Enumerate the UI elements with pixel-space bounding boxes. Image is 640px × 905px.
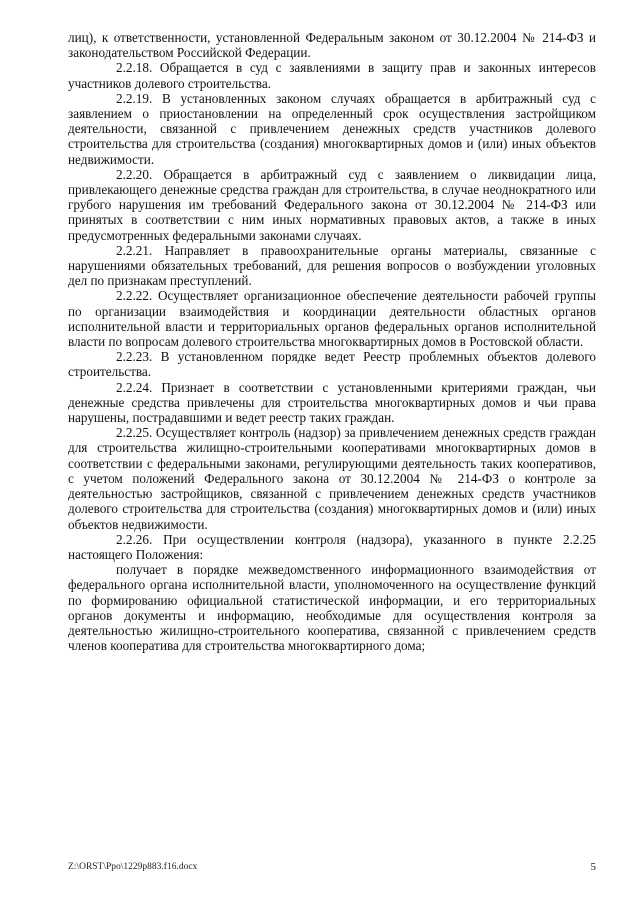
paragraph-2-2-21: 2.2.21. Направляет в правоохранительные органы материалы, связанные с нарушениями обязательных требований, для решения вопросов о возбуждении уголовных дел по признакам преступлений. [68, 242, 596, 289]
footer-file-path: Z:\ORST\Ppo\1229p883.f16.docx [68, 862, 198, 872]
paragraph-2-2-20: 2.2.20. Обращается в арбитражный суд с заявлением о ликвидации лица, привлекающего денежные средства граждан для строительства, в случае неоднократного или грубого нарушения им требований Федерального закона от 30.12.2004 № 214-ФЗ или принятых в соответствии с ним иных нормативных правовых актов, а также в иных предусмотренных федеральными законами случаях. [68, 166, 596, 243]
document-body [68, 30, 596, 653]
page-number: 5 [590, 861, 596, 873]
paragraph-2-2-18: 2.2.18. Обращается в суд с заявлениями в защиту прав и законных интересов участников долевого строительства. [68, 60, 596, 91]
paragraph-2-2-26: 2.2.26. При осуществлении контроля (надзора), указанного в пункте 2.2.25 настоящего Положения: [68, 531, 596, 562]
paragraph-2-2-22: 2.2.22. Осуществляет организационное обеспечение деятельности рабочей группы по организации взаимодействия и координации деятельности областных органов исполнительной власти и территориальных органов федеральных органов исполнительной власти по вопросам долевого строительства многоквартирных домов в Ростовской области. [68, 288, 596, 350]
paragraph-2-2-19: 2.2.19. В установленных законом случаях обращается в арбитражный суд с заявлением о приостановлении на определенный срок осуществления застройщиком деятельности, связанной с привлечением денежных средств участников долевого строительства для строительства (создания) многоквартирных домов и (или) иных объектов недвижимости. [68, 90, 596, 167]
paragraph-2-2-26-item: получает в порядке межведомственного информационного взаимодействия от федерального органа исполнительной власти, уполномоченного на осуществление функций по формированию официальной статистической информации, и его территориальных органов документы и информацию, необходимые для осуществления контроля за деятельностью жилищно-строительного кооператива, связанной с привлечением средств членов кооператива для строительства многоквартирного дома; [68, 562, 596, 654]
paragraph-2-2-23: 2.2.23. В установленном порядке ведет Реестр проблемных объектов долевого строительства. [68, 349, 596, 380]
paragraph-continuation: лиц), к ответственности, установленной Федеральным законом от 30.12.2004 № 214-ФЗ и законодательством Российской Федерации. [68, 30, 596, 61]
paragraph-2-2-24: 2.2.24. Признает в соответствии с установленными критериями граждан, чьи денежные средства привлечены для строительства многоквартирных домов и чьи права нарушены, пострадавшими и ведет реестр таких граждан. [68, 379, 596, 426]
paragraph-2-2-25: 2.2.25. Осуществляет контроль (надзор) за привлечением денежных средств граждан для строительства жилищно-строительными кооперативами многоквартирных домов в соответствии с федеральными законами, регулирующими деятельность таких кооперативов, с учетом положений Федерального закона от 30.12.2004 № 214-ФЗ о контроле за деятельностью застройщиков, связанной с привлечением денежных средств участников долевого строительства для строительства (создания) многоквартирных домов и (или) иных объектов недвижимости. [68, 425, 596, 532]
